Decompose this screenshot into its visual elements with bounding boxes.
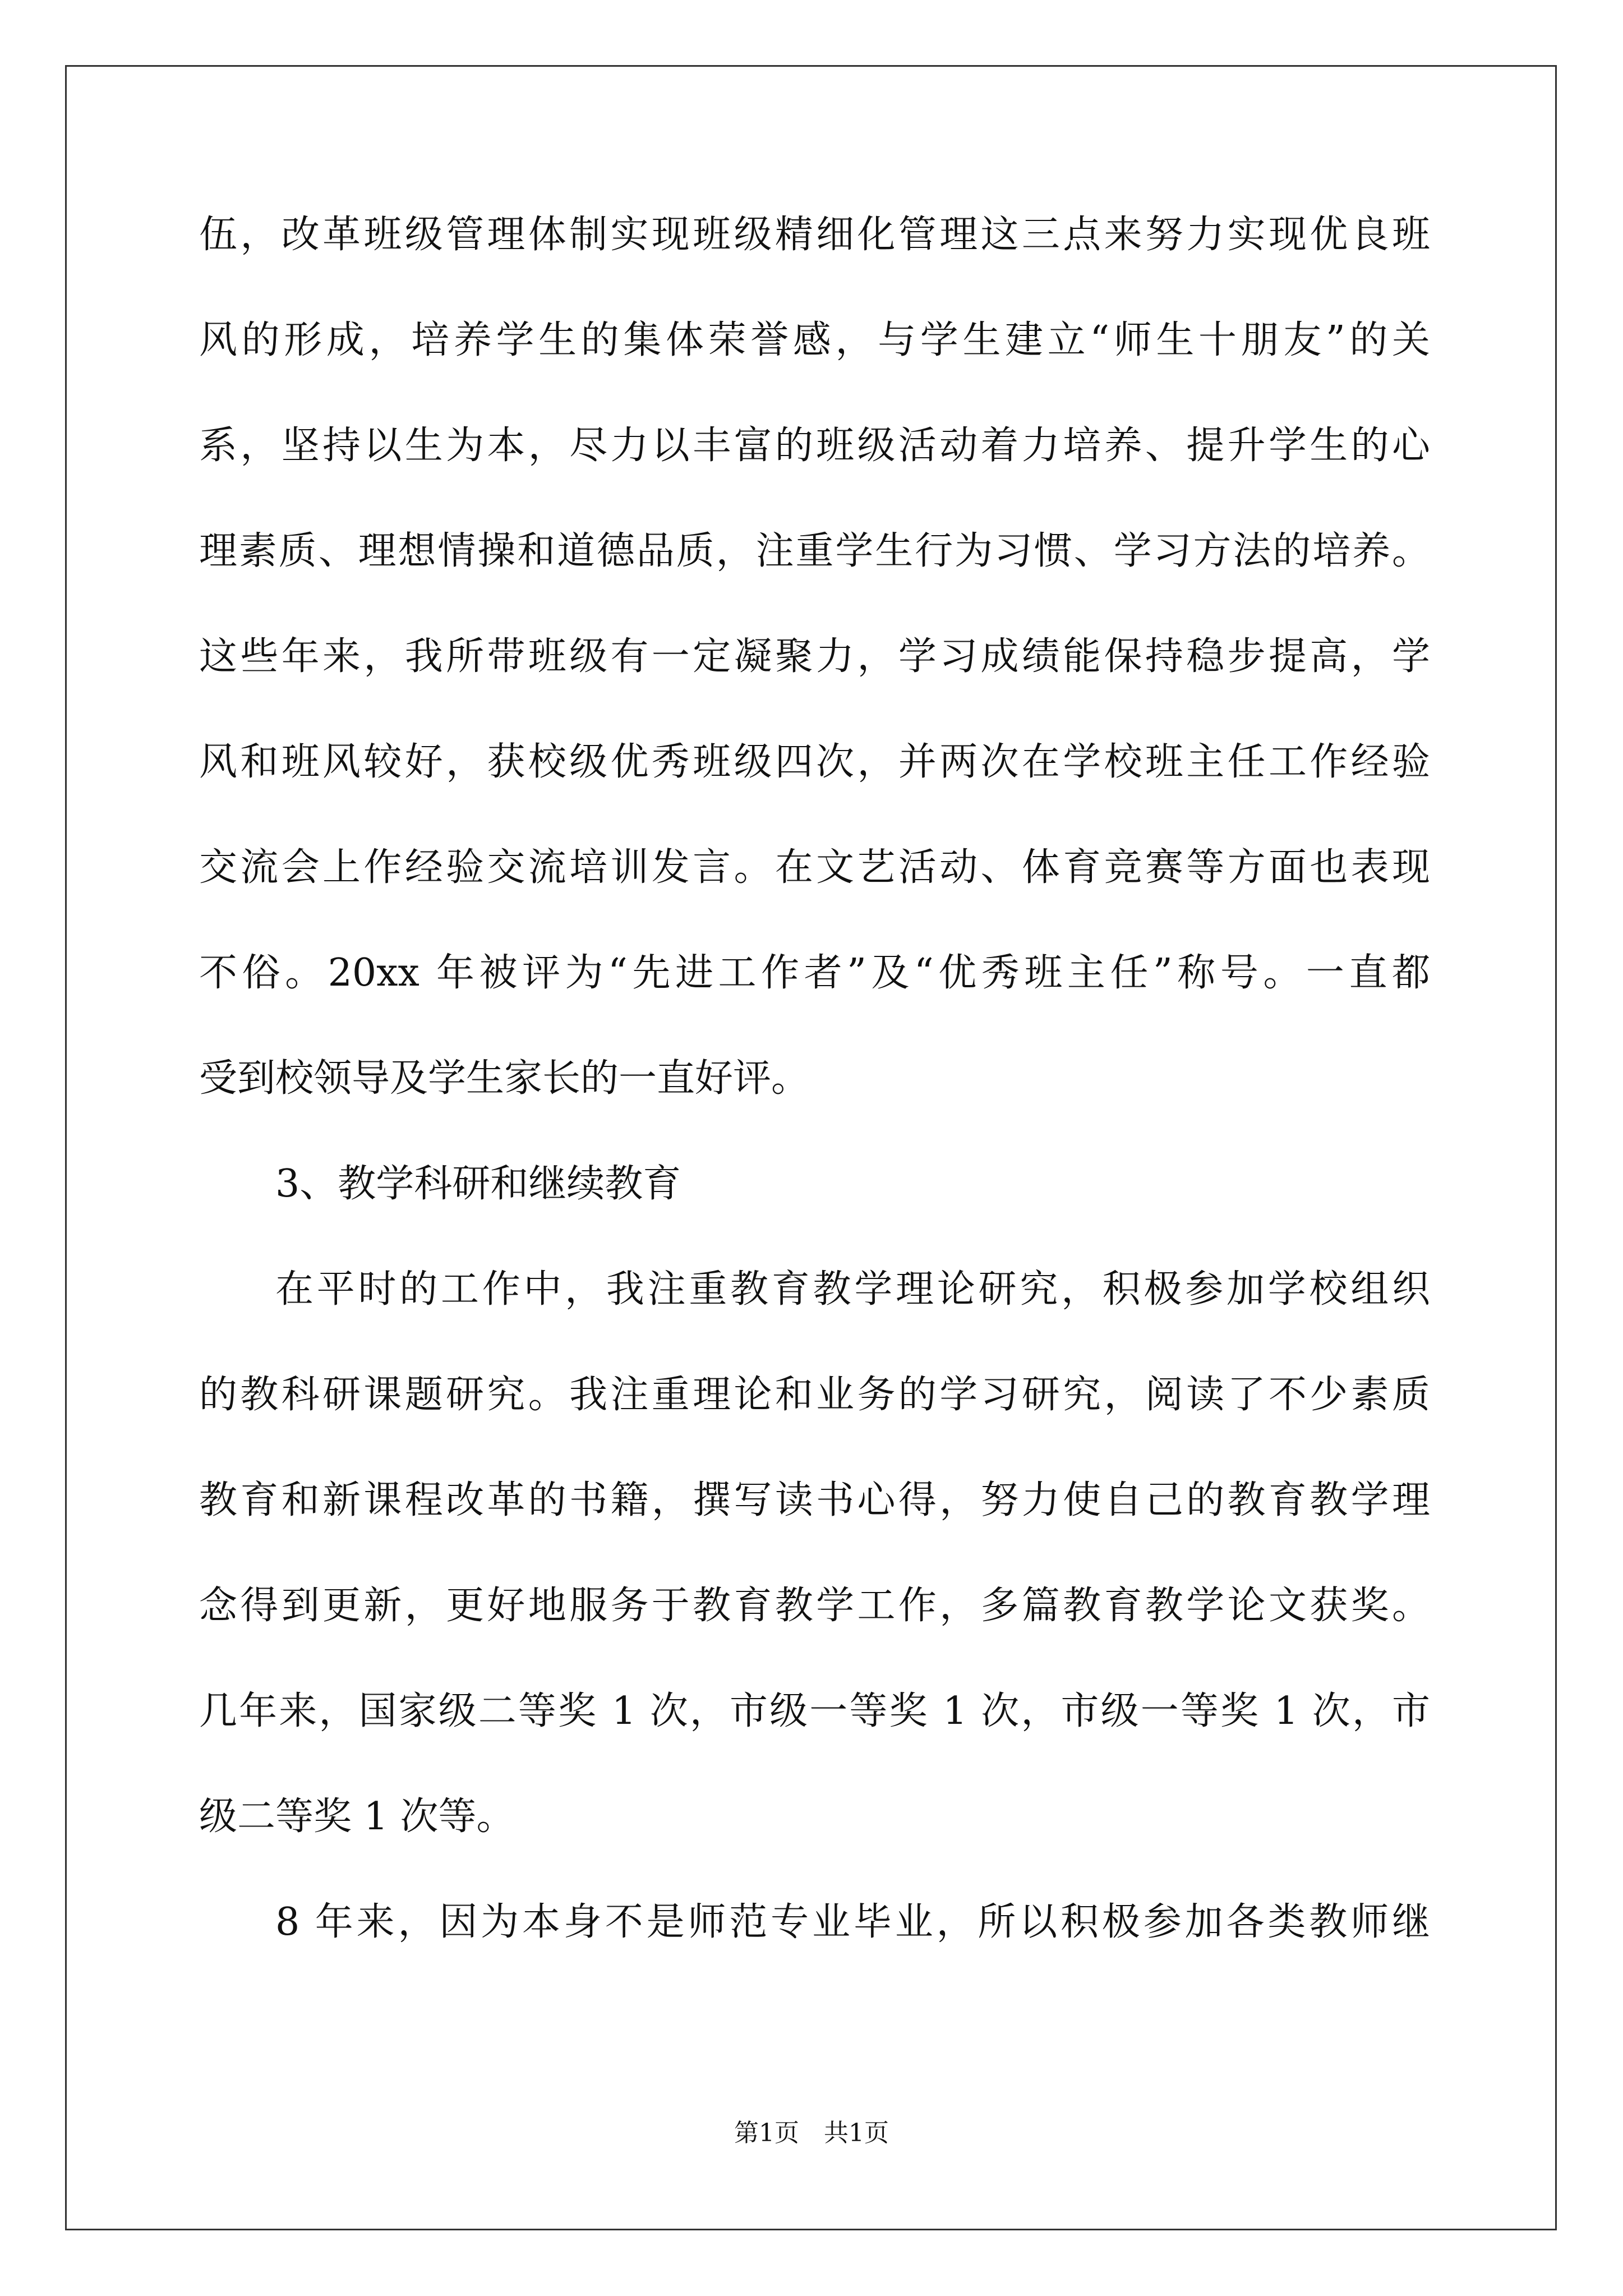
body-text-line: 交流会上作经验交流培训发言。在文艺活动、体育竞赛等方面也表现 [199,845,1430,890]
body-text-line: 级二等奖 1 次等。 [199,1795,515,1839]
body-text-line: 风的形成，培养学生的集体荣誉感，与学生建立“师生十朋友”的关 [199,318,1430,362]
body-text-line: 几年来，国家级二等奖 1 次，市级一等奖 1 次，市级一等奖 1 次，市 [199,1689,1430,1733]
body-text-line: 的教科研课题研究。我注重理论和业务的学习研究，阅读了不少素质 [199,1373,1430,1417]
body-text-line: 伍，改革班级管理体制实现班级精细化管理这三点来努力实现优良班 [199,213,1430,257]
body-text-line: 念得到更新，更好地服务于教育教学工作，多篇教育教学论文获奖。 [199,1584,1430,1628]
body-text-line: 教育和新课程改革的书籍，撰写读书心得，努力使自己的教育教学理 [199,1478,1430,1522]
document-body [199,213,1430,2009]
section-heading: 3、教学科研和继续教育 [275,1162,681,1206]
body-text-line: 风和班风较好，获校级优秀班级四次，并两次在学校班主任工作经验 [199,740,1430,784]
page-number-footer: 第1页 共1页 [734,2119,889,2147]
body-text-line: 系，坚持以生为本，尽力以丰富的班级活动着力培养、提升学生的心 [199,424,1430,468]
body-text-line: 不俗。20xx 年被评为“先进工作者”及“优秀班主任”称号。一直都 [199,951,1430,995]
body-text-line: 8 年来，因为本身不是师范专业毕业，所以积极参加各类教师继 [275,1900,1430,1944]
body-text-line: 在平时的工作中，我注重教育教学理论研究，积极参加学校组织 [275,1267,1430,1312]
body-text-line: 受到校领导及学生家长的一直好评。 [199,1056,810,1101]
body-text-line: 这些年来，我所带班级有一定凝聚力，学习成绩能保持稳步提高，学 [199,634,1430,679]
body-text-line: 理素质、理想情操和道德品质，注重学生行为习惯、学习方法的培养。 [199,529,1430,573]
